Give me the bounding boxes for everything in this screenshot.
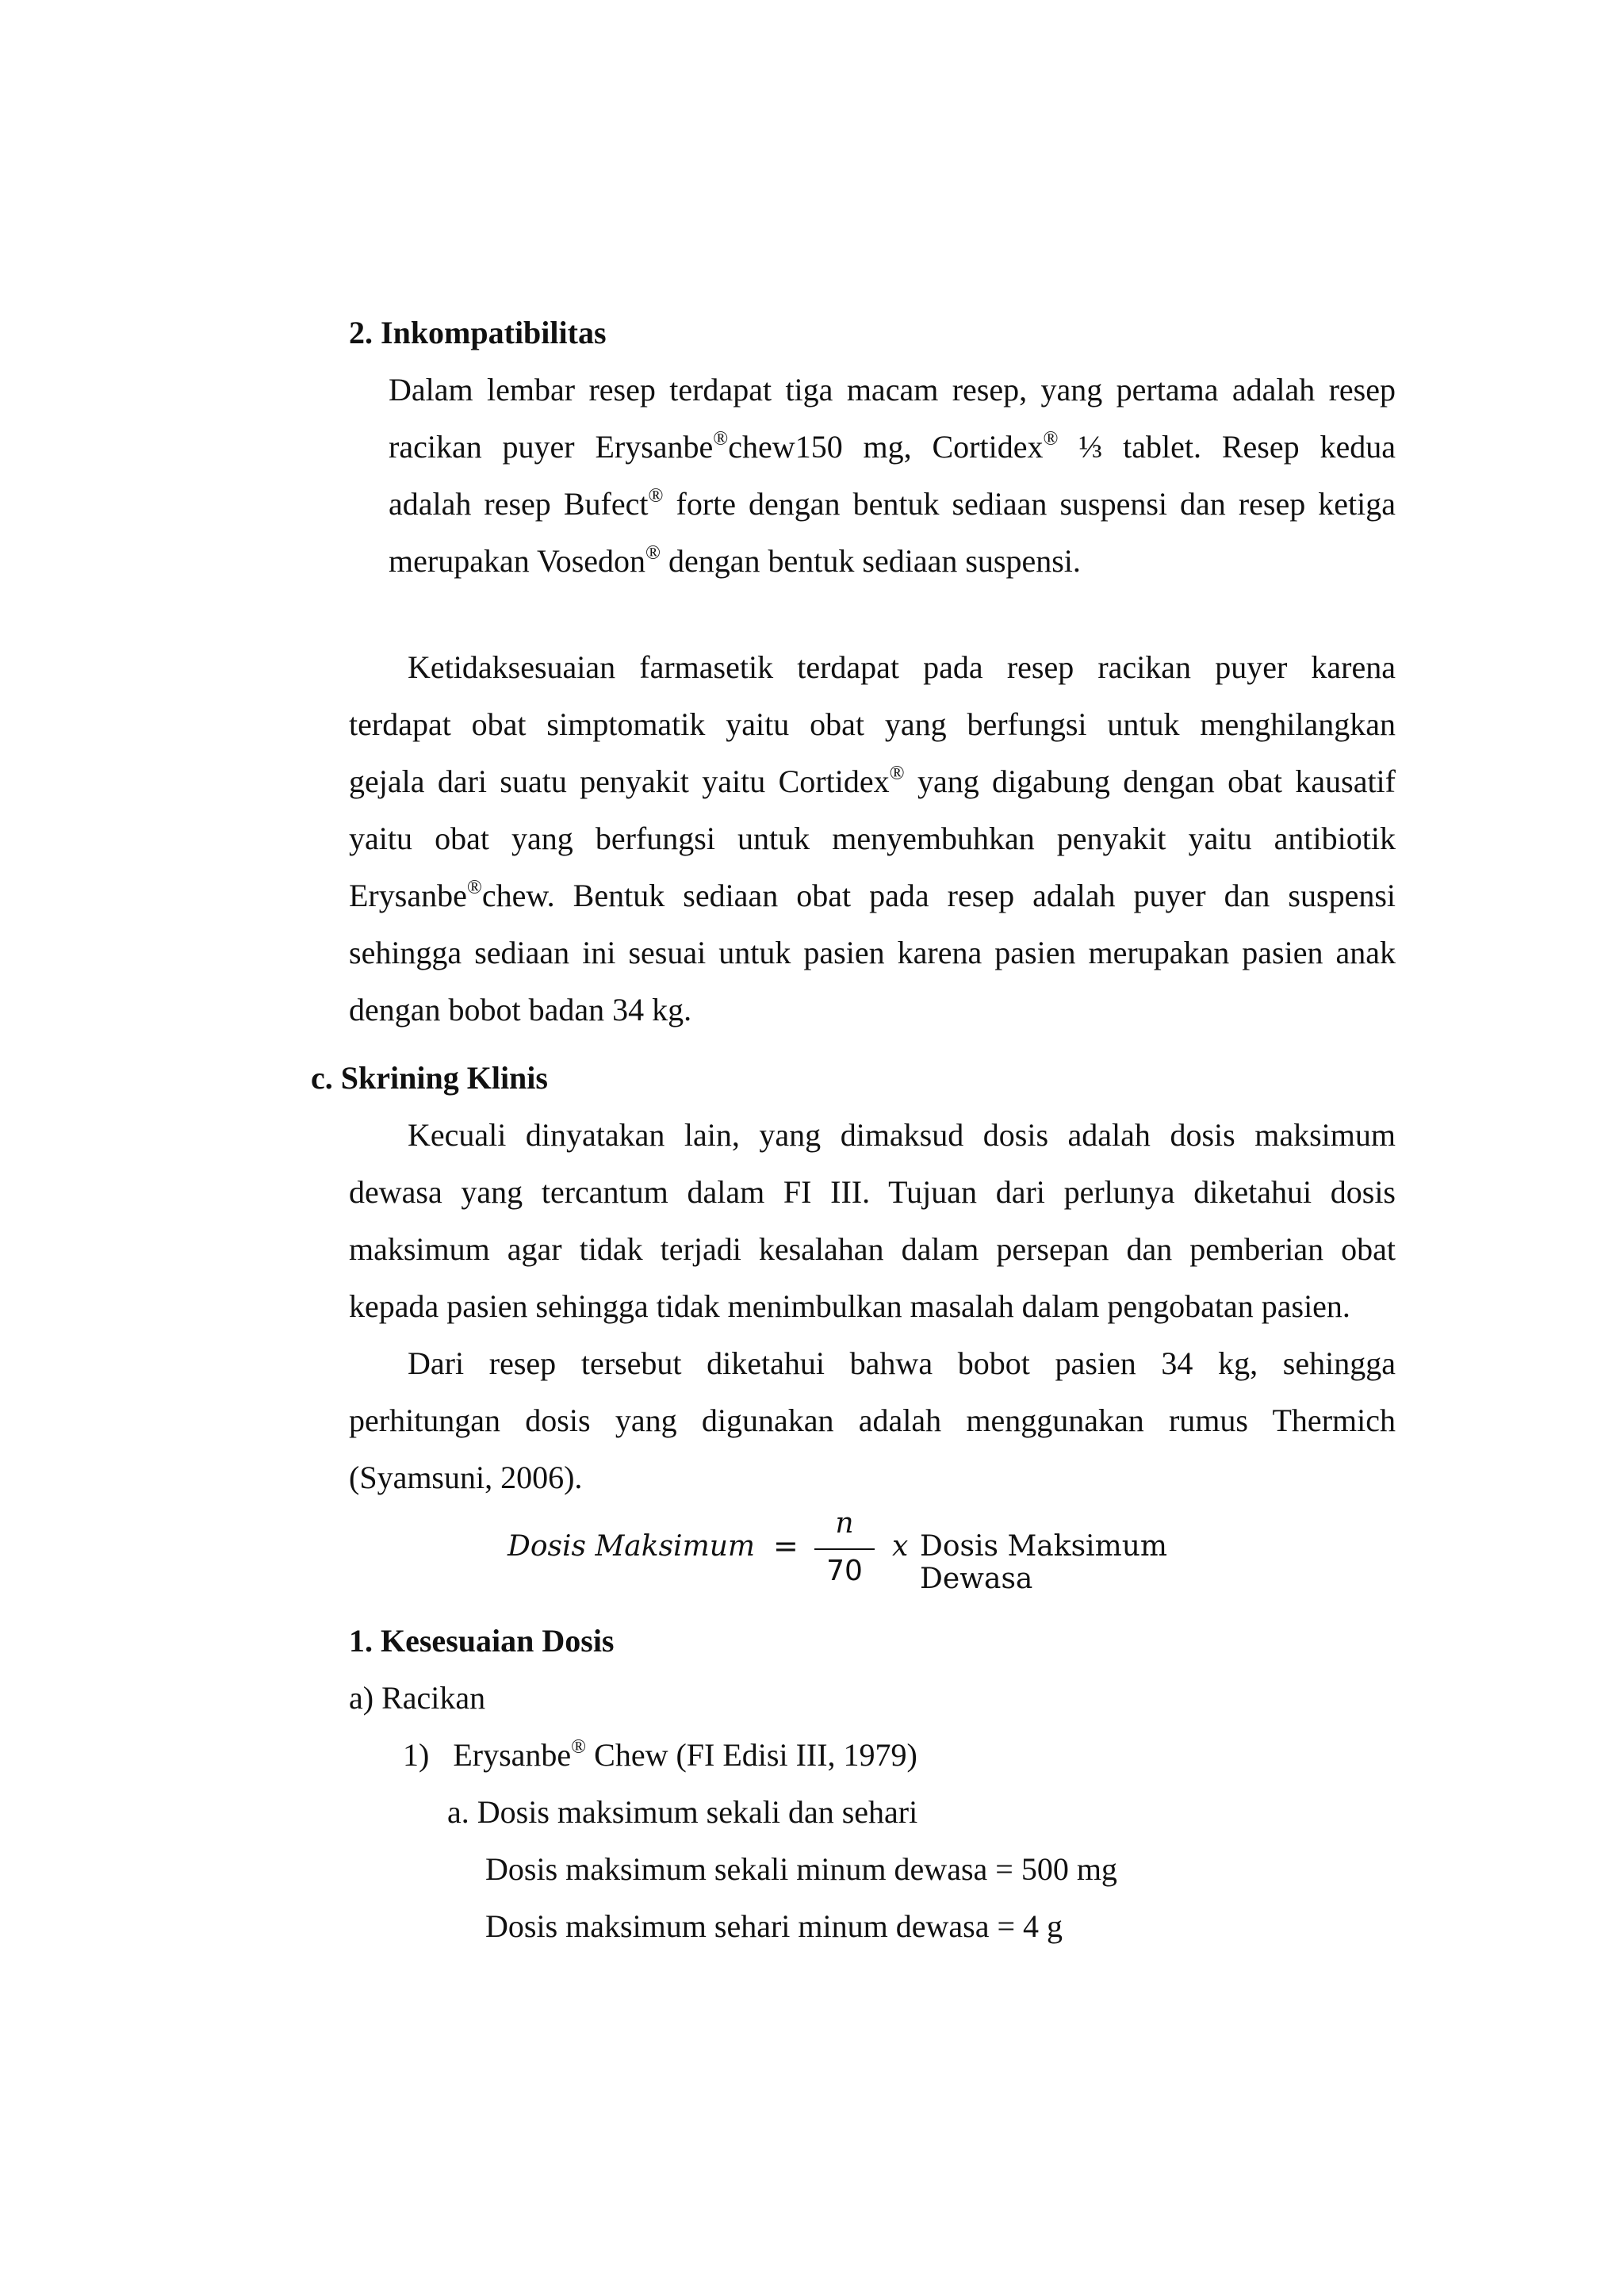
paragraph-line: (Syamsuni, 2006). (349, 1460, 583, 1495)
paragraph-line: adalah resep Bufect® forte dengan bentuk sediaan suspensi dan resep ketiga (389, 484, 1396, 522)
list-item-erysanbe: 1) Erysanbe® Chew (FI Edisi III, 1979) (403, 1735, 917, 1773)
paragraph-line: dengan bobot badan 34 kg. (349, 992, 692, 1027)
paragraph-line: sehingga sediaan ini sesuai untuk pasien karena pasien merupakan pasien anak (349, 935, 1396, 970)
formula-times: x (892, 1530, 909, 1563)
paragraph-line: Erysanbe®chew. Bentuk sediaan obat pada resep adalah puyer dan suspensi (349, 876, 1396, 913)
registered-mark: ® (645, 541, 661, 564)
thermich-formula (508, 1506, 1269, 1594)
formula-equals: = (773, 1529, 799, 1563)
formula-lhs: Dosis Maksimum (508, 1530, 756, 1563)
registered-mark: ® (889, 762, 905, 784)
registered-mark: ® (571, 1735, 587, 1758)
list-item-racikan: a) Racikan (349, 1680, 486, 1716)
paragraph-line: Ketidaksesuaian farmasetik terdapat pada resep racikan puyer karena (408, 649, 1396, 685)
paragraph-line: maksimum agar tidak terjadi kesalahan dalam persepan dan pemberian obat (349, 1231, 1396, 1267)
paragraph-line: dewasa yang tercantum dalam FI III. Tujuan dari perlunya diketahui dosis (349, 1174, 1396, 1210)
fraction-bar (814, 1548, 875, 1550)
registered-mark: ® (713, 427, 729, 450)
paragraph-line: terdapat obat simptomatik yaitu obat yang berfungsi untuk menghilangkan (349, 706, 1396, 742)
formula-numerator: n (835, 1507, 854, 1540)
paragraph-line: yaitu obat yang berfungsi untuk menyembuhkan penyakit yaitu antibiotik (349, 821, 1396, 856)
paragraph-line: Kecuali dinyatakan lain, yang dimaksud dosis adalah dosis maksimum (408, 1117, 1396, 1153)
paragraph-line: Dalam lembar resep terdapat tiga macam resep, yang pertama adalah resep (389, 372, 1396, 408)
dose-line: Dosis maksimum sekali minum dewasa = 500 mg (485, 1851, 1117, 1887)
registered-mark: ® (648, 484, 664, 507)
paragraph-line: perhitungan dosis yang digunakan adalah menggunakan rumus Thermich (349, 1402, 1396, 1438)
registered-mark: ® (1043, 427, 1059, 450)
dose-line: Dosis maksimum sehari minum dewasa = 4 g (485, 1908, 1063, 1944)
paragraph-line: gejala dari suatu penyakit yaitu Cortidex® yang digabung dengan obat kausatif (349, 762, 1396, 799)
registered-mark: ® (466, 876, 482, 898)
formula-rhs: Dosis Maksimum Dewasa (920, 1530, 1168, 1595)
paragraph-line: kepada pasien sehingga tidak menimbulkan masalah dalam pengobatan pasien. (349, 1288, 1350, 1324)
section-heading-skrining-klinis: c. Skrining Klinis (311, 1060, 548, 1096)
formula-denominator: 70 (826, 1555, 863, 1587)
section-heading-kesesuaian-dosis: 1. Kesesuaian Dosis (349, 1623, 615, 1659)
paragraph-line: merupakan Vosedon® dengan bentuk sediaan suspensi. (389, 541, 1081, 579)
section-heading-inkompatibilitas: 2. Inkompatibilitas (349, 315, 607, 350)
formula-fraction (805, 1506, 884, 1594)
paragraph-line: Dari resep tersebut diketahui bahwa bobot pasien 34 kg, sehingga (408, 1345, 1396, 1381)
list-item-dosis-maksimum: a. Dosis maksimum sekali dan sehari (447, 1794, 918, 1830)
paragraph-line: racikan puyer Erysanbe®chew150 mg, Cortidex® ⅓ tablet. Resep kedua (389, 427, 1396, 465)
